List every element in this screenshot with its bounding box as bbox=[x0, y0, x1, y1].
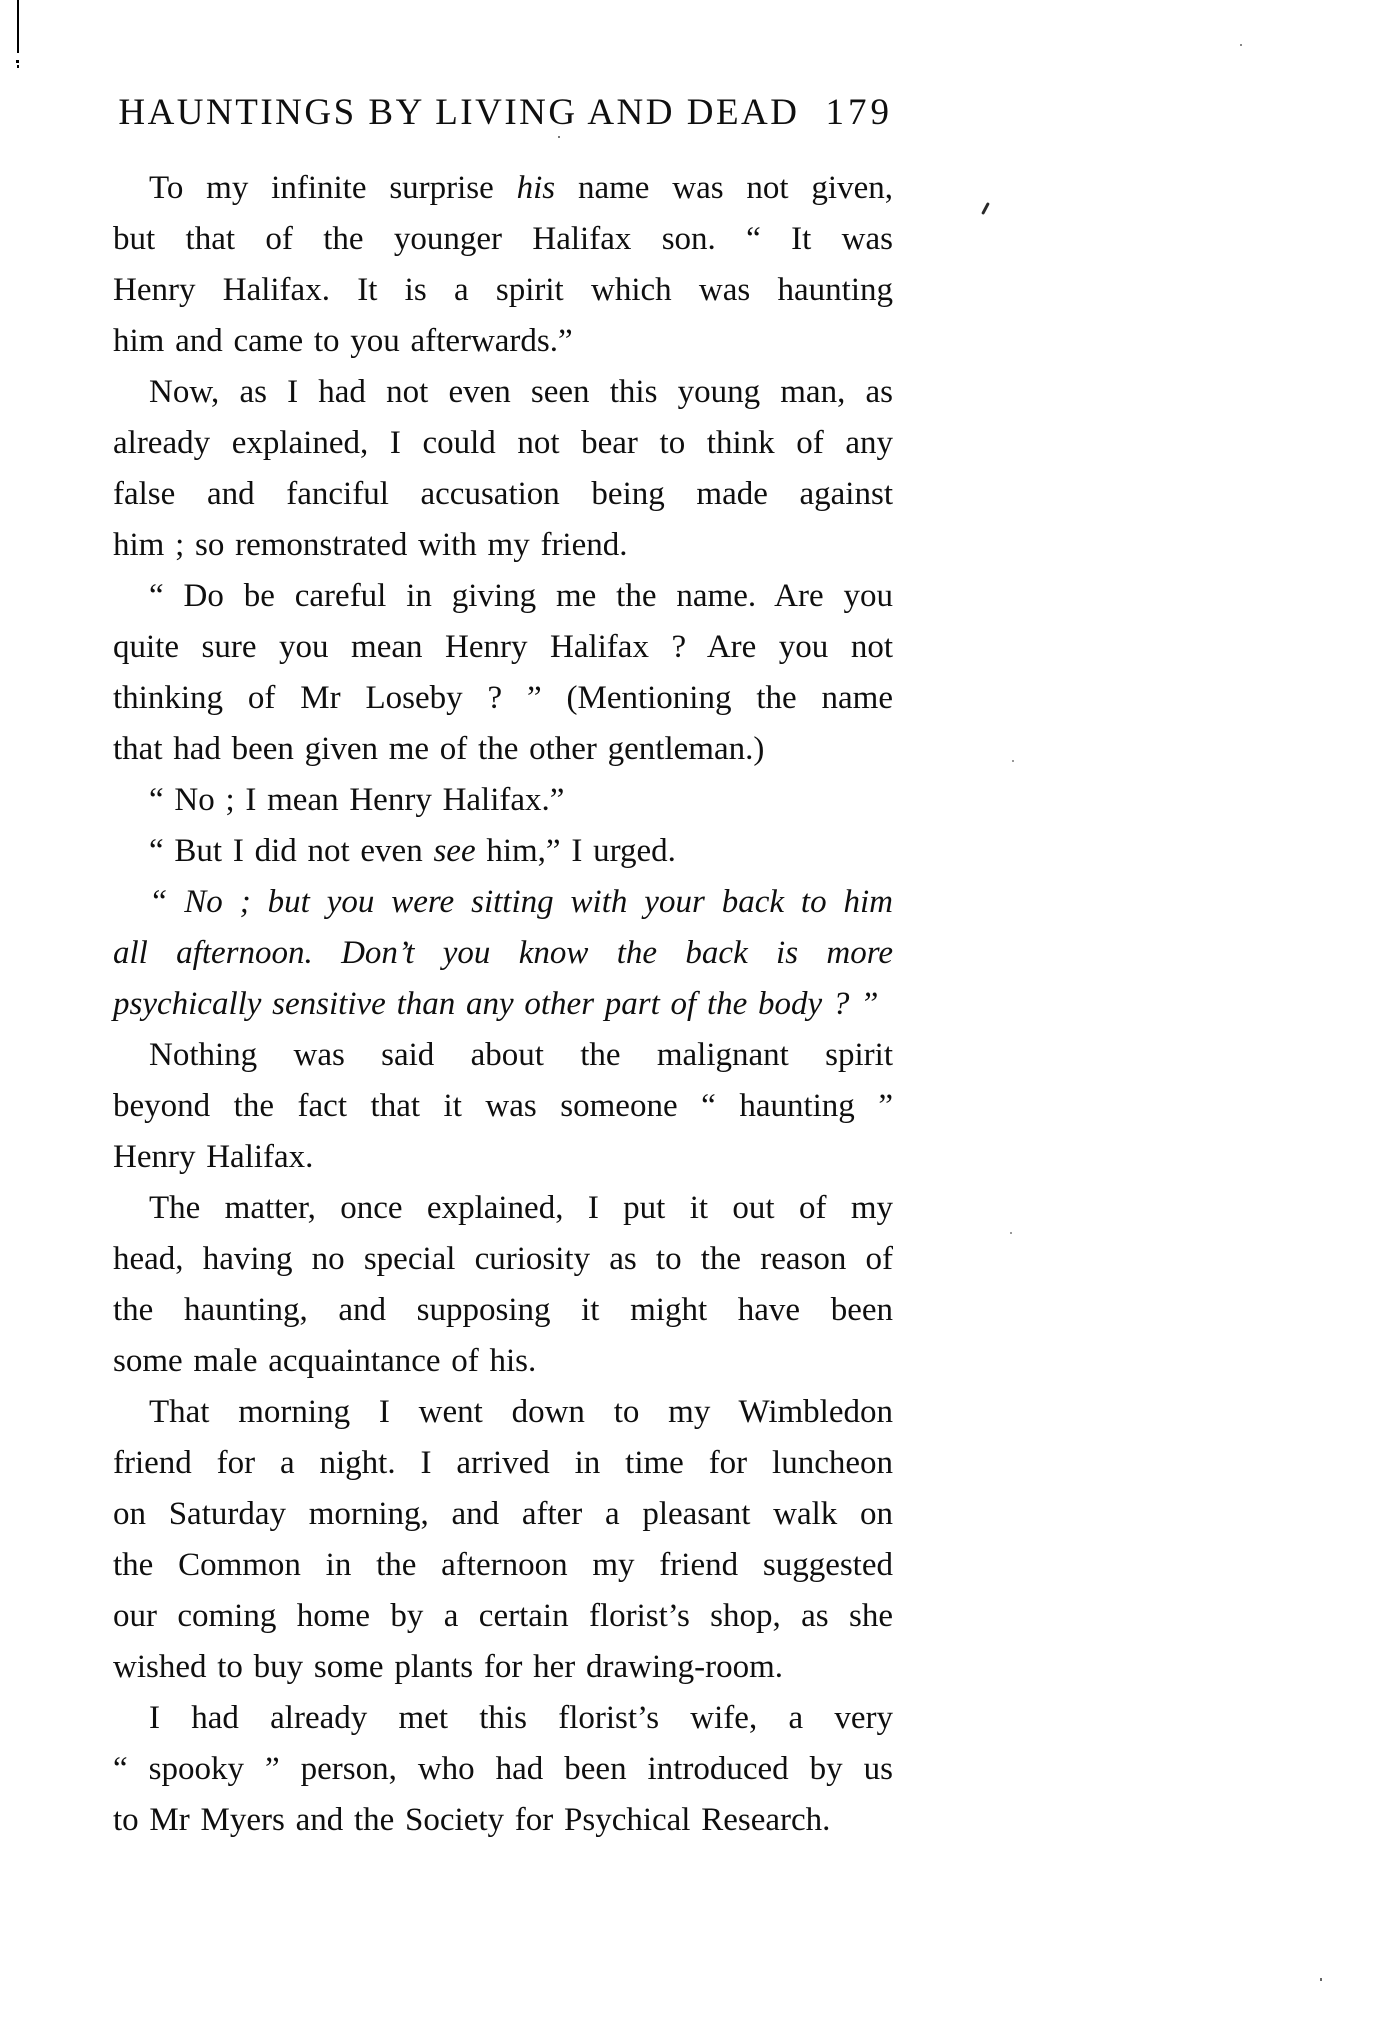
text-run: but that of the younger Halifax son. “ It was bbox=[113, 221, 893, 257]
text-run: “ No ; but you were sitting with your back to him bbox=[149, 884, 893, 920]
text-line bbox=[113, 571, 893, 622]
text-line bbox=[113, 163, 893, 214]
text-line bbox=[113, 1438, 893, 1489]
paragraph bbox=[113, 1030, 893, 1183]
text-line bbox=[113, 316, 893, 367]
text-run: head, having no special curiosity as to the reason of bbox=[113, 1241, 893, 1277]
text-run: wished to buy some plants for her drawing-room. bbox=[113, 1649, 784, 1685]
text-line bbox=[113, 265, 893, 316]
margin-ink-line bbox=[17, 0, 19, 53]
text-run: friend for a night. I arrived in time for luncheon bbox=[113, 1445, 893, 1481]
text-run: beyond the fact that it was someone “ haunting ” bbox=[113, 1088, 893, 1124]
text-line bbox=[113, 520, 893, 571]
text-line bbox=[113, 622, 893, 673]
paragraph bbox=[113, 775, 893, 826]
text-run: our coming home by a certain florist’s shop, as she bbox=[113, 1598, 893, 1634]
text-run: him,” I urged. bbox=[475, 833, 676, 869]
text-line bbox=[113, 1489, 893, 1540]
text-run: see bbox=[433, 833, 476, 869]
text-line bbox=[113, 928, 893, 979]
text-line bbox=[113, 877, 893, 928]
text-line bbox=[113, 1132, 893, 1183]
text-line bbox=[113, 418, 893, 469]
text-run: “ No ; I mean Henry Halifax.” bbox=[149, 782, 565, 818]
paragraph bbox=[113, 163, 893, 367]
page-body bbox=[113, 163, 893, 1846]
text-run: his bbox=[516, 170, 556, 206]
text-line bbox=[113, 1234, 893, 1285]
text-run: to Mr Myers and the Society for Psychical Research. bbox=[113, 1802, 831, 1838]
text-line bbox=[113, 1183, 893, 1234]
text-line bbox=[113, 1336, 893, 1387]
text-run: thinking of Mr Loseby ? ” (Mentioning the name bbox=[113, 680, 893, 716]
paragraph bbox=[113, 826, 893, 877]
text-run: To my infinite surprise bbox=[149, 170, 517, 206]
text-run: false and fanciful accusation being made against bbox=[113, 476, 893, 512]
text-run: the haunting, and supposing it might have been bbox=[113, 1292, 893, 1328]
text-run: the Common in the afternoon my friend suggested bbox=[113, 1547, 893, 1583]
text-line bbox=[113, 1693, 893, 1744]
ink-speck bbox=[1012, 760, 1014, 762]
text-line bbox=[113, 1540, 893, 1591]
ink-speck bbox=[1320, 1978, 1322, 1981]
text-line bbox=[113, 367, 893, 418]
text-line bbox=[113, 979, 893, 1030]
text-line bbox=[113, 673, 893, 724]
ink-speck bbox=[17, 65, 19, 68]
text-line bbox=[113, 1642, 893, 1693]
text-run: him and came to you afterwards.” bbox=[113, 323, 573, 359]
text-run: name was not given, bbox=[555, 170, 893, 206]
text-run: some male acquaintance of his. bbox=[113, 1343, 537, 1379]
text-run: “ Do be careful in giving me the name. Are you bbox=[149, 578, 893, 614]
ink-speck bbox=[16, 60, 19, 63]
ink-speck bbox=[1010, 1232, 1012, 1234]
paragraph bbox=[113, 877, 893, 1030]
paragraph bbox=[113, 1183, 893, 1387]
text-line bbox=[113, 1030, 893, 1081]
text-run: already explained, I could not bear to think of any bbox=[113, 425, 893, 461]
text-line bbox=[113, 214, 893, 265]
paragraph bbox=[113, 571, 893, 775]
text-run: psychically sensitive than any other part of the body ? ” bbox=[113, 986, 879, 1022]
paragraph bbox=[113, 1387, 893, 1693]
text-run: him ; so remonstrated with my friend. bbox=[113, 527, 628, 563]
text-run: Henry Halifax. It is a spirit which was haunting bbox=[113, 272, 893, 308]
paragraph bbox=[113, 367, 893, 571]
text-line bbox=[113, 1744, 893, 1795]
running-head bbox=[113, 90, 893, 136]
ink-speck bbox=[1240, 44, 1242, 46]
text-run: Now, as I had not even seen this young man, as bbox=[149, 374, 893, 410]
text-column bbox=[113, 90, 893, 1846]
text-run: on Saturday morning, and after a pleasant walk on bbox=[113, 1496, 893, 1532]
text-run: The matter, once explained, I put it out of my bbox=[149, 1190, 893, 1226]
text-line bbox=[113, 1591, 893, 1642]
page-number: 179 bbox=[825, 92, 893, 133]
paragraph bbox=[113, 1693, 893, 1846]
text-line bbox=[113, 1795, 893, 1846]
text-line bbox=[113, 724, 893, 775]
text-line bbox=[113, 469, 893, 520]
text-run: quite sure you mean Henry Halifax ? Are you not bbox=[113, 629, 893, 665]
chapter-title: HAUNTINGS BY LIVING AND DEAD bbox=[118, 92, 800, 133]
text-run: that had been given me of the other gentleman.) bbox=[113, 731, 765, 767]
text-run: Nothing was said about the malignant spirit bbox=[149, 1037, 893, 1073]
text-run: Henry Halifax. bbox=[113, 1139, 314, 1175]
text-run: I had already met this florist’s wife, a very bbox=[149, 1700, 893, 1736]
margin-ink-dash bbox=[981, 202, 990, 215]
text-line bbox=[113, 1285, 893, 1336]
text-run: “ But I did not even bbox=[149, 833, 434, 869]
text-line bbox=[113, 775, 893, 826]
text-line bbox=[113, 826, 893, 877]
text-line bbox=[113, 1081, 893, 1132]
text-line bbox=[113, 1387, 893, 1438]
text-run: That morning I went down to my Wimbledon bbox=[149, 1394, 893, 1430]
text-run: “ spooky ” person, who had been introduced by us bbox=[113, 1751, 893, 1787]
text-run: all afternoon. Don’t you know the back is more bbox=[113, 935, 893, 971]
